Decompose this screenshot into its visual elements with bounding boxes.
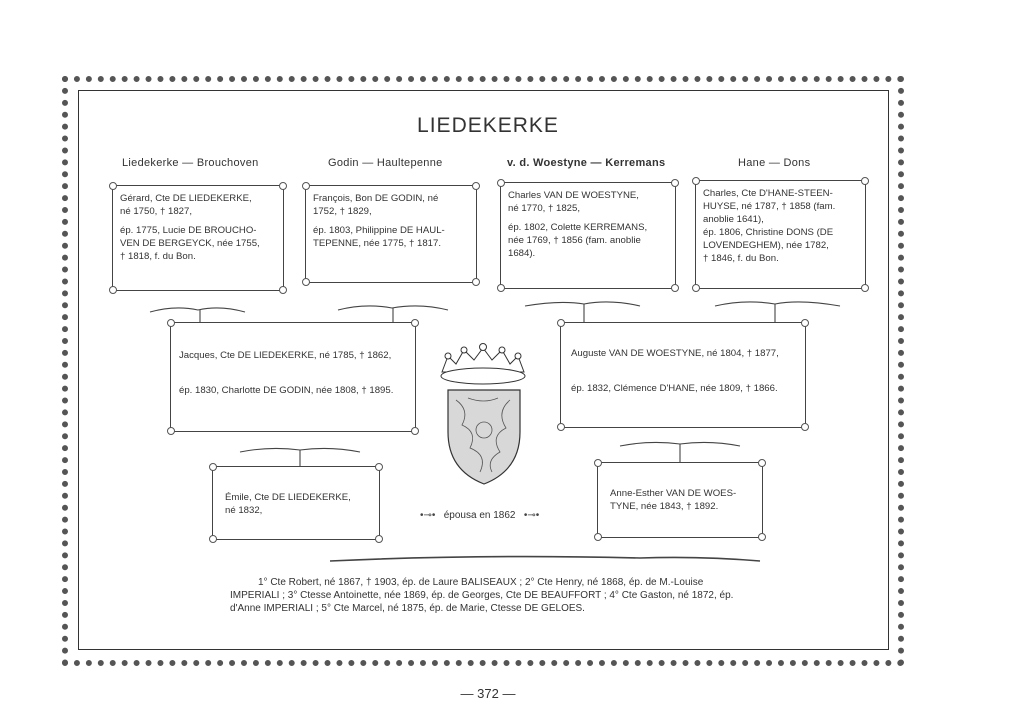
box-line: ép. 1803, Philippine DE HAUL- (313, 225, 445, 236)
box-line: 1752, † 1829, (313, 206, 372, 217)
box-line: né 1770, † 1825, (508, 203, 581, 214)
page-number: — 372 — (460, 686, 516, 701)
person-box-jacques (170, 322, 416, 432)
box-line: TYNE, née 1843, † 1892. (610, 501, 719, 512)
column-heading-godin: Godin — Haultepenne (328, 157, 443, 169)
person-box-francois (305, 185, 477, 283)
column-heading-liedekerke: Liedekerke — Brouchoven (122, 157, 259, 169)
box-line: ép. 1802, Colette KERREMANS, (508, 222, 648, 233)
marriage-note (420, 510, 539, 521)
page-title: LIEDEKERKE (417, 114, 559, 137)
box-line: ép. 1830, Charlotte DE GODIN, née 1808, † 1895. (179, 385, 394, 396)
box-line: HUYSE, né 1787, † 1858 (fam. (703, 201, 836, 212)
box-line: VEN DE BERGEYCK, née 1755, (120, 238, 260, 249)
box-line: 1684). (508, 248, 536, 259)
marriage-text: épousa en 1862 (443, 510, 516, 521)
box-line: TEPENNE, née 1775, † 1817. (313, 238, 441, 249)
box-line: † 1846, f. du Bon. (703, 253, 779, 264)
column-heading-woestyne: v. d. Woestyne — Kerremans (507, 157, 666, 169)
box-line: Jacques, Cte DE LIEDEKERKE, né 1785, † 1862, (179, 350, 392, 361)
box-line: LOVENDEGHEM), née 1782, (703, 240, 829, 251)
children-paragraph: 1° Cte Robert, né 1867, † 1903, ép. de Laure BALISEAUX ; 2° Cte Henry, né 1868, ép. de M.-Louise IMPERIALI ; 3° Ctesse Antoinette, née 1869, ép. de Georges, Cte DE BEAUFFORT ; 4° Cte Gaston, né 1872, ép. d'Anne IMPERIALI ; 5° Cte Marcel, né 1875, ép. de Marie, Ctesse DE GELOES. (230, 577, 734, 614)
box-line: ép. 1832, Clémence D'HANE, née 1809, † 1866. (571, 383, 778, 394)
box-line: ép. 1806, Christine DONS (DE (703, 227, 834, 238)
box-line: François, Bon DE GODIN, né (313, 193, 439, 204)
box-line: Gérard, Cte DE LIEDEKERKE, (120, 193, 252, 204)
box-line: né 1750, † 1827, (120, 206, 193, 217)
person-box-gerard (112, 185, 284, 291)
person-box-charles-woestyne (500, 182, 676, 289)
person-box-emile (212, 466, 380, 540)
box-line: Anne-Esther VAN DE WOES- (610, 488, 737, 499)
box-line: née 1769, † 1856 (fam. anoblie (508, 235, 641, 246)
box-line: Charles VAN DE WOESTYNE, (508, 190, 639, 201)
box-line: né 1832, (225, 505, 263, 516)
box-line: Charles, Cte D'HANE-STEEN- (703, 188, 833, 199)
person-box-auguste (560, 322, 806, 428)
box-line: † 1818, f. du Bon. (120, 251, 196, 262)
box-line: anoblie 1641), (703, 214, 764, 225)
ornament-right-icon: •⊸• (523, 510, 540, 521)
box-line: ép. 1775, Lucie DE BROUCHO- (120, 225, 257, 236)
person-box-charles-hane (695, 180, 866, 289)
column-heading-hane: Hane — Dons (738, 157, 811, 169)
person-box-anne-esther (597, 462, 763, 538)
box-line: Auguste VAN DE WOESTYNE, né 1804, † 1877, (571, 348, 779, 359)
box-line: Émile, Cte DE LIEDEKERKE, (225, 492, 351, 503)
coat-of-arms-icon (441, 344, 525, 485)
ornament-left-icon: •⊸• (420, 510, 436, 521)
